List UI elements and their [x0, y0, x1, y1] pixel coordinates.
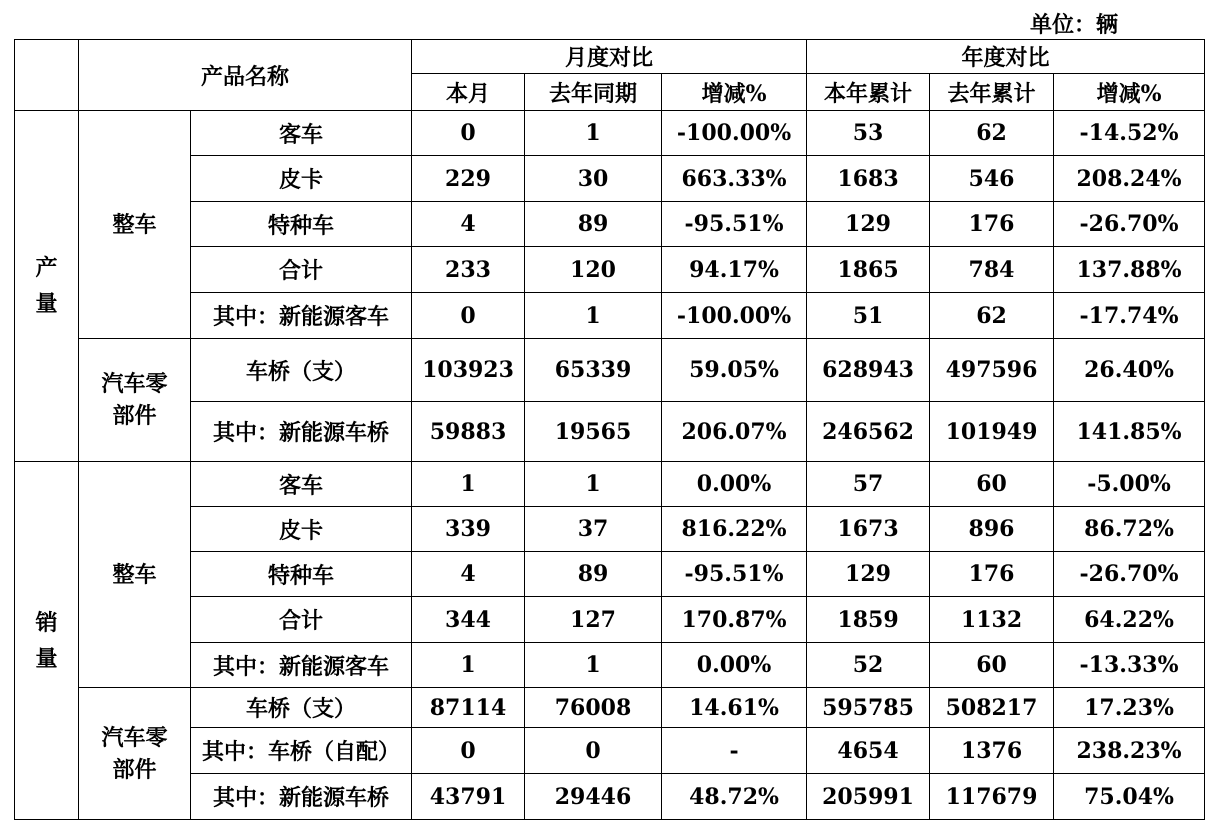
same-period-last-year-cell: 65339	[525, 339, 662, 402]
ytd-last-year-cell: 546	[930, 156, 1054, 202]
ytd-this-year-cell: 595785	[807, 688, 930, 728]
section-category-char: 销	[35, 609, 58, 636]
ytd-this-year-cell: 51	[807, 293, 930, 339]
ytd-this-year-cell: 57	[807, 462, 930, 507]
change-pct-month-cell: 48.72%	[662, 774, 807, 820]
ytd-last-year-cell: 497596	[930, 339, 1054, 402]
header-monthly: 月度对比	[412, 40, 807, 74]
header-product-name: 产品名称	[79, 40, 412, 111]
this-month-cell: 1	[412, 643, 525, 688]
section-category-cell	[15, 111, 79, 462]
ytd-last-year-cell: 62	[930, 293, 1054, 339]
group-name-line: 汽车零	[101, 371, 168, 397]
same-period-last-year-cell: 1	[525, 111, 662, 156]
ytd-last-year-cell: 1376	[930, 728, 1054, 774]
ytd-this-year-cell: 1673	[807, 507, 930, 552]
section-category-char: 量	[35, 291, 58, 317]
table-row	[15, 339, 1205, 402]
same-period-last-year-cell: 89	[525, 552, 662, 597]
table-row	[15, 774, 1205, 820]
section-category-char: 量	[35, 645, 58, 672]
change-pct-month-cell: 94.17%	[662, 247, 807, 293]
change-pct-month-cell: -95.51%	[662, 552, 807, 597]
this-month-cell: 233	[412, 247, 525, 293]
product-name-cell: 车桥（支）	[191, 688, 412, 728]
same-period-last-year-cell: 30	[525, 156, 662, 202]
table-row	[15, 156, 1205, 202]
header-ytd-last-year: 去年累计	[930, 74, 1054, 111]
ytd-last-year-cell: 176	[930, 552, 1054, 597]
change-pct-month-cell: 816.22%	[662, 507, 807, 552]
change-pct-year-cell: -17.74%	[1054, 293, 1205, 339]
same-period-last-year-cell: 1	[525, 462, 662, 507]
table-row	[15, 111, 1205, 156]
ytd-last-year-cell: 101949	[930, 402, 1054, 462]
product-name-cell: 皮卡	[191, 156, 412, 202]
ytd-last-year-cell: 60	[930, 462, 1054, 507]
this-month-cell: 59883	[412, 402, 525, 462]
change-pct-year-cell: -26.70%	[1054, 552, 1205, 597]
group-name-line: 部件	[112, 756, 157, 783]
change-pct-year-cell: 208.24%	[1054, 156, 1205, 202]
group-name-line: 整车	[112, 561, 157, 588]
ytd-last-year-cell: 60	[930, 643, 1054, 688]
product-name-cell: 特种车	[191, 552, 412, 597]
table-row	[15, 202, 1205, 247]
this-month-cell: 87114	[412, 688, 525, 728]
change-pct-month-cell: -95.51%	[662, 202, 807, 247]
ytd-this-year-cell: 1865	[807, 247, 930, 293]
ytd-last-year-cell: 1132	[930, 597, 1054, 643]
change-pct-year-cell: 141.85%	[1054, 402, 1205, 462]
same-period-last-year-cell: 120	[525, 247, 662, 293]
unit-label: 单位：辆	[1030, 12, 1119, 38]
ytd-last-year-cell: 62	[930, 111, 1054, 156]
product-name-cell: 其中：新能源客车	[191, 643, 412, 688]
change-pct-year-cell: 26.40%	[1054, 339, 1205, 402]
change-pct-year-cell: 75.04%	[1054, 774, 1205, 820]
change-pct-year-cell: 17.23%	[1054, 688, 1205, 728]
this-month-cell: 0	[412, 111, 525, 156]
ytd-this-year-cell: 628943	[807, 339, 930, 402]
change-pct-year-cell: -13.33%	[1054, 643, 1205, 688]
change-pct-month-cell: 0.00%	[662, 643, 807, 688]
same-period-last-year-cell: 76008	[525, 688, 662, 728]
change-pct-month-cell: 14.61%	[662, 688, 807, 728]
group-name-line: 整车	[112, 211, 157, 238]
group-name-cell	[79, 688, 191, 820]
same-period-last-year-cell: 19565	[525, 402, 662, 462]
table-row	[15, 688, 1205, 728]
table-row	[15, 643, 1205, 688]
product-name-cell: 特种车	[191, 202, 412, 247]
header-yearly: 年度对比	[807, 40, 1205, 74]
ytd-this-year-cell: 4654	[807, 728, 930, 774]
header-this-month: 本月	[412, 74, 525, 111]
header-ytd-this-year: 本年累计	[807, 74, 930, 111]
change-pct-year-cell: -14.52%	[1054, 111, 1205, 156]
group-name-line: 汽车零	[101, 724, 168, 751]
ytd-last-year-cell: 896	[930, 507, 1054, 552]
table-body	[15, 40, 1205, 820]
this-month-cell: 43791	[412, 774, 525, 820]
ytd-last-year-cell: 176	[930, 202, 1054, 247]
product-name-cell: 客车	[191, 111, 412, 156]
change-pct-year-cell: 64.22%	[1054, 597, 1205, 643]
ytd-this-year-cell: 53	[807, 111, 930, 156]
group-name-line: 部件	[112, 403, 157, 429]
table-row	[15, 728, 1205, 774]
change-pct-year-cell: 238.23%	[1054, 728, 1205, 774]
header-row-1	[15, 40, 1205, 74]
table-row	[15, 293, 1205, 339]
change-pct-month-cell: 663.33%	[662, 156, 807, 202]
this-month-cell: 4	[412, 202, 525, 247]
same-period-last-year-cell: 1	[525, 293, 662, 339]
production-sales-table	[14, 39, 1205, 820]
ytd-this-year-cell: 52	[807, 643, 930, 688]
this-month-cell: 344	[412, 597, 525, 643]
same-period-last-year-cell: 0	[525, 728, 662, 774]
product-name-cell: 皮卡	[191, 507, 412, 552]
change-pct-month-cell: 59.05%	[662, 339, 807, 402]
change-pct-month-cell: 206.07%	[662, 402, 807, 462]
section-category-char: 产	[35, 255, 58, 281]
change-pct-year-cell: 137.88%	[1054, 247, 1205, 293]
group-name-cell	[79, 339, 191, 462]
ytd-this-year-cell: 246562	[807, 402, 930, 462]
product-name-cell: 车桥（支）	[191, 339, 412, 402]
product-name-cell: 其中：新能源客车	[191, 293, 412, 339]
table-row	[15, 462, 1205, 507]
change-pct-month-cell: -100.00%	[662, 293, 807, 339]
group-name-cell	[79, 462, 191, 688]
product-name-cell: 其中：新能源车桥	[191, 774, 412, 820]
same-period-last-year-cell: 37	[525, 507, 662, 552]
table-row	[15, 507, 1205, 552]
this-month-cell: 229	[412, 156, 525, 202]
table-row	[15, 247, 1205, 293]
this-month-cell: 0	[412, 293, 525, 339]
header-same-period-last-year: 去年同期	[525, 74, 662, 111]
product-name-cell: 客车	[191, 462, 412, 507]
header-change-pct-month: 增减%	[662, 74, 807, 111]
this-month-cell: 0	[412, 728, 525, 774]
this-month-cell: 339	[412, 507, 525, 552]
ytd-this-year-cell: 1683	[807, 156, 930, 202]
ytd-this-year-cell: 205991	[807, 774, 930, 820]
section-category-cell	[15, 462, 79, 820]
table-row	[15, 402, 1205, 462]
ytd-last-year-cell: 117679	[930, 774, 1054, 820]
group-name-cell	[79, 111, 191, 339]
product-name-cell: 合计	[191, 597, 412, 643]
table-row	[15, 597, 1205, 643]
product-name-cell: 其中：车桥（自配）	[191, 728, 412, 774]
table-row	[15, 552, 1205, 597]
change-pct-month-cell: -100.00%	[662, 111, 807, 156]
change-pct-year-cell: -26.70%	[1054, 202, 1205, 247]
header-change-pct-year: 增减%	[1054, 74, 1205, 111]
product-name-cell: 其中：新能源车桥	[191, 402, 412, 462]
this-month-cell: 1	[412, 462, 525, 507]
header-blank-cell	[15, 40, 79, 111]
change-pct-year-cell: -5.00%	[1054, 462, 1205, 507]
change-pct-year-cell: 86.72%	[1054, 507, 1205, 552]
this-month-cell: 4	[412, 552, 525, 597]
ytd-this-year-cell: 129	[807, 202, 930, 247]
change-pct-month-cell: -	[662, 728, 807, 774]
same-period-last-year-cell: 127	[525, 597, 662, 643]
ytd-last-year-cell: 508217	[930, 688, 1054, 728]
ytd-this-year-cell: 129	[807, 552, 930, 597]
ytd-last-year-cell: 784	[930, 247, 1054, 293]
same-period-last-year-cell: 89	[525, 202, 662, 247]
ytd-this-year-cell: 1859	[807, 597, 930, 643]
same-period-last-year-cell: 1	[525, 643, 662, 688]
change-pct-month-cell: 170.87%	[662, 597, 807, 643]
product-name-cell: 合计	[191, 247, 412, 293]
this-month-cell: 103923	[412, 339, 525, 402]
change-pct-month-cell: 0.00%	[662, 462, 807, 507]
same-period-last-year-cell: 29446	[525, 774, 662, 820]
